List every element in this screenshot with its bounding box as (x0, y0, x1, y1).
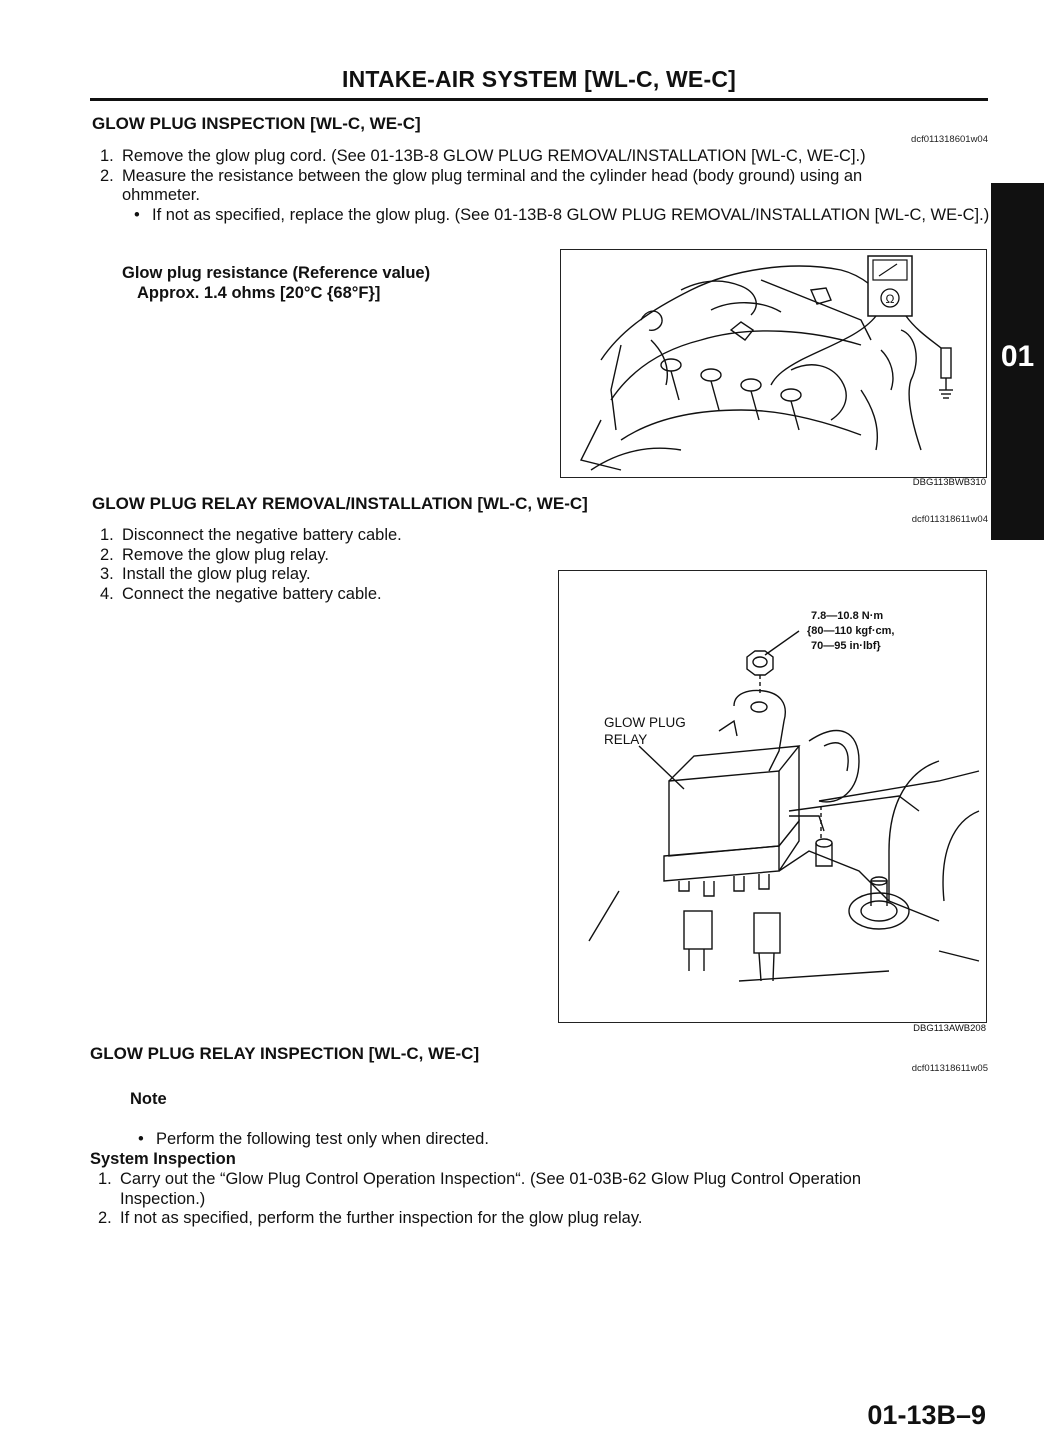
title-rule (90, 98, 988, 101)
relay-illustration (559, 571, 986, 1022)
list-item (90, 1209, 950, 1229)
step-text: Remove the glow plug relay. (122, 545, 329, 564)
glow-plug-relay-inspection-heading: GLOW PLUG RELAY INSPECTION [WL-C, WE-C] (90, 1044, 480, 1063)
engine-illustration (561, 250, 986, 477)
relay-label-line-1: GLOW PLUG (604, 715, 686, 730)
spec-value: Approx. 1.4 ohms [20°C {68°F}] (137, 284, 381, 302)
step-text: Measure the resistance between the glow plug terminal and the cylinder head (body ground) using an ohmmeter. (122, 166, 863, 204)
step-number: 1. (100, 147, 114, 165)
list-item (90, 1170, 950, 1209)
torque-line-1: 7.8—10.8 N·m (811, 610, 884, 622)
page-number: 01-13B–9 (867, 1400, 986, 1430)
step-number: 4. (100, 584, 114, 603)
glow-plug-inspection-bullet: • If not as specified, replace the glow plug. (See 01-13B-8 GLOW PLUG REMOVAL/INSTALLATION [WL-C, WE-C].) (130, 206, 1007, 226)
glow-plug-inspection-code: dcf011318601w04 (911, 134, 988, 145)
step-number: 2. (100, 166, 114, 185)
glow-plug-figure (560, 249, 987, 478)
glow-plug-inspection-heading: GLOW PLUG INSPECTION [WL-C, WE-C] (92, 114, 421, 133)
ohmmeter-icon (868, 256, 912, 316)
note-title: Note (130, 1090, 167, 1108)
glow-plug-relay-inspection-code: dcf011318611w05 (911, 1063, 988, 1074)
list-item (92, 167, 982, 206)
torque-line-2: {80—110 kgf·cm, (807, 625, 895, 637)
list-item (92, 147, 982, 167)
step-number: 2. (100, 545, 114, 564)
step-number: 1. (98, 1170, 112, 1188)
step-text: Carry out the “Glow Plug Control Operation Inspection“. (See 01-03B-62 Glow Plug Control Operation Inspection.) (120, 1170, 862, 1208)
step-text: Connect the negative battery cable. (122, 584, 382, 603)
relay-label-line-2: RELAY (604, 732, 648, 747)
system-inspection-steps (90, 1170, 950, 1229)
glow-plug-relay-removal-code: dcf011318611w04 (911, 514, 988, 525)
section-tab-label: 01 (1000, 340, 1035, 373)
glow-plug-relay-removal-steps (92, 526, 532, 604)
system-inspection-subheading: System Inspection (90, 1150, 236, 1168)
glow-plug-relay-removal-heading: GLOW PLUG RELAY REMOVAL/INSTALLATION [WL-C, WE-C] (92, 494, 588, 513)
step-number: 2. (98, 1209, 112, 1227)
torque-line-3: 70—95 in·lbf} (811, 640, 881, 652)
step-text: Install the glow plug relay. (122, 565, 311, 583)
step-text: If not as specified, perform the further inspection for the glow plug relay. (120, 1209, 643, 1227)
step-number: 1. (100, 526, 114, 544)
step-number: 3. (100, 565, 114, 583)
step-text: Disconnect the negative battery cable. (122, 526, 402, 544)
list-item (92, 546, 532, 566)
figure-code: DBG113AWB208 (913, 1023, 986, 1034)
svg-text:Ω: Ω (885, 292, 895, 306)
list-item (92, 585, 532, 605)
note-bullet: • Perform the following test only when directed. (134, 1130, 856, 1150)
page-title: INTAKE-AIR SYSTEM [WL-C, WE-C] (342, 66, 736, 92)
step-text: Remove the glow plug cord. (See 01-13B-8 GLOW PLUG REMOVAL/INSTALLATION [WL-C, WE-C].) (122, 147, 866, 165)
spec-title: Glow plug resistance (Reference value) (122, 264, 431, 282)
figure-code: DBG113BWB310 (912, 477, 986, 488)
glow-plug-relay-figure (558, 570, 987, 1023)
nut-icon (747, 651, 773, 675)
list-item (92, 526, 532, 546)
list-item (92, 565, 532, 585)
glow-plug-inspection-steps (92, 147, 982, 206)
